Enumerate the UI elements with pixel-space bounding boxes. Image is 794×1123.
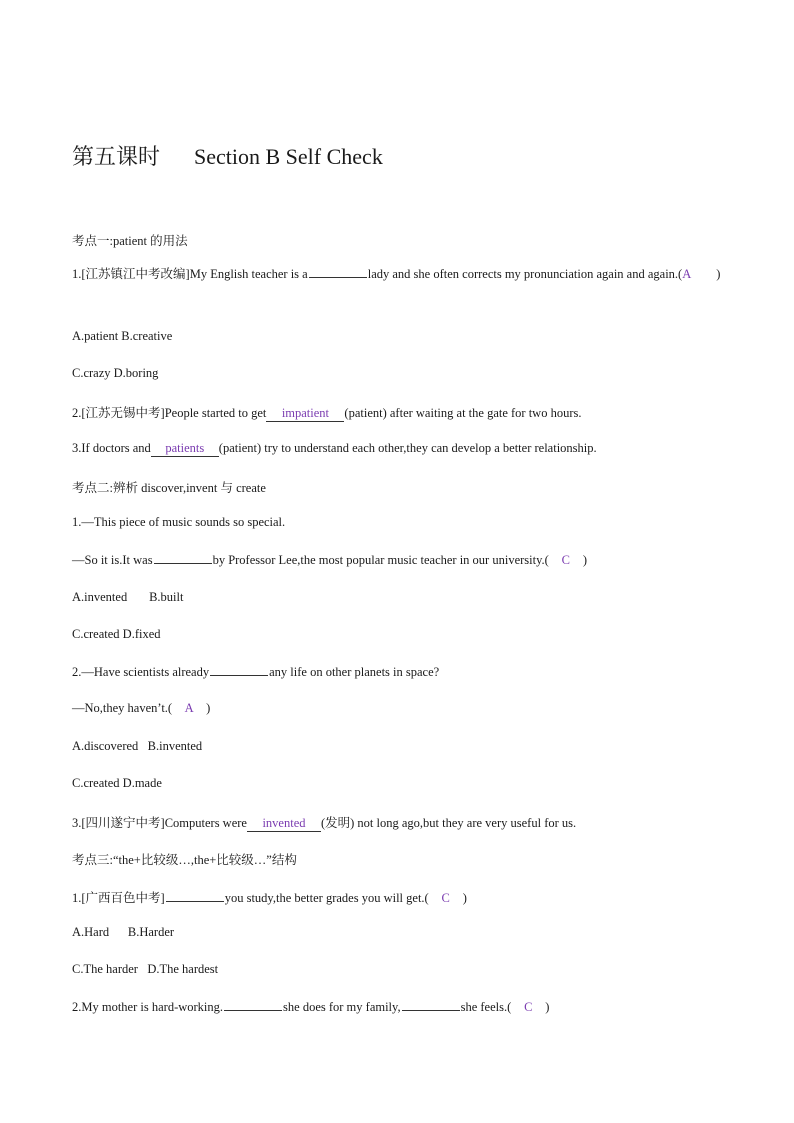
question-2-1b: —So it is.It was by Professor Lee,the most popular music teacher in our university.( C ): [72, 553, 587, 567]
filled-answer: impatient: [266, 406, 344, 422]
options-2-1a: A.invented B.built: [72, 590, 184, 604]
answer-choice: C: [441, 891, 450, 905]
answer-blank: [402, 999, 460, 1011]
question-1-3: 3.If doctors and patients (patient) try to understand each other,they can develop a better relationship.: [72, 441, 597, 455]
options-3-1a: A.Hard B.Harder: [72, 925, 175, 939]
question-2-3: 3.[四川遂宁中考]Computers were invented (发明) not long ago,but they are very useful for us.: [72, 816, 577, 830]
answer-blank: [309, 266, 367, 278]
answer-blank: [210, 664, 268, 676]
filled-answer: patients: [151, 441, 219, 457]
filled-answer: invented: [247, 816, 321, 832]
answer-choice: A: [682, 267, 692, 281]
question-1-1: 1.[江苏镇江中考改编]My English teacher is a lady and she often corrects my pronunciation again and again.(A ): [72, 262, 724, 287]
answer-blank: [166, 890, 224, 902]
question-3-2: 2.My mother is hard-working. she does for my family, she feels.( C ): [72, 1000, 550, 1014]
section-heading-2: 考点二:辨析 discover,invent 与 create: [72, 481, 266, 495]
answer-choice: C: [524, 1000, 533, 1014]
options-2-2b: C.created D.made: [72, 776, 162, 790]
options-2-2a: A.discovered B.invented: [72, 739, 203, 753]
answer-choice: A: [184, 701, 194, 715]
page-title: [72, 140, 383, 171]
answer-blank: [224, 999, 282, 1011]
question-1-2: 2.[江苏无锡中考]People started to get impatient (patient) after waiting at the gate for two hours.: [72, 406, 582, 420]
title-english: Section B Self Check: [194, 144, 383, 169]
options-1-1a: A.patient B.creative: [72, 329, 173, 343]
options-1-1b: C.crazy D.boring: [72, 366, 159, 380]
question-2-1a: 1.—This piece of music sounds so special.: [72, 515, 286, 529]
options-3-1b: C.The harder D.The hardest: [72, 962, 219, 976]
section-heading-3: 考点三:“the+比较级…,the+比较级…”结构: [72, 853, 297, 867]
question-3-1: 1.[广西百色中考] you study,the better grades you will get.( C ): [72, 891, 467, 905]
options-2-1b: C.created D.fixed: [72, 627, 161, 641]
answer-choice: C: [561, 553, 570, 567]
question-2-2b: —No,they haven’t.( A ): [72, 701, 211, 715]
title-chinese: 第五课时: [72, 144, 161, 169]
section-heading-1: 考点一:patient 的用法: [72, 234, 188, 248]
question-2-2a: 2.—Have scientists already any life on other planets in space?: [72, 665, 440, 679]
answer-blank: [154, 552, 212, 564]
